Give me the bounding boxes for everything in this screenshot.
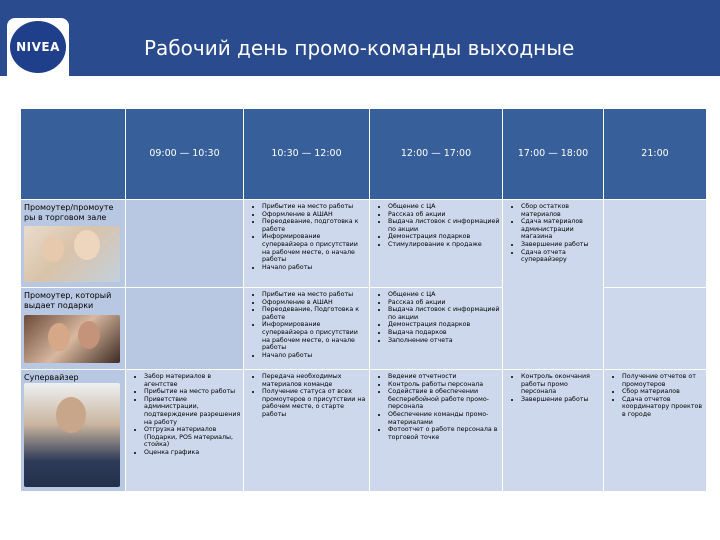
list-item: • Забор материалов в агентстве [144, 373, 241, 388]
cell-super-c2 [244, 370, 370, 492]
gifts-c2-list [244, 288, 369, 362]
row-label-gifts: Промоутер, который выдает подарки [21, 288, 126, 370]
list-item: • Информирование супервайзера о присутствии на рабочем месте, о начале работы [262, 321, 367, 351]
list-item: • Сбор материалов [622, 388, 704, 396]
promoter-photo [24, 226, 120, 282]
list-item: • Прибытие на место работы [144, 388, 241, 396]
cell-super-c4 [503, 370, 604, 492]
list-item: • Общение с ЦА [388, 203, 500, 211]
list-item: • Фотоотчет о работе персонала в торговой точке [388, 426, 500, 441]
list-item: • Завершение работы [521, 241, 601, 249]
cell-gifts-c1 [126, 288, 244, 370]
cell-super-c5 [604, 370, 707, 492]
nivea-logo-circle: NIVEA [10, 21, 66, 73]
gifts-c3-list [370, 288, 502, 347]
list-item: • Контроль работы персонала [388, 381, 500, 389]
cell-gifts-c5 [604, 288, 707, 370]
cell-promo-c3 [370, 200, 503, 288]
header-cell-time-2: 10:30 — 12:00 [244, 109, 370, 200]
list-item: • Сбор остатков материалов [521, 203, 601, 218]
list-item: • Содействие в обеспечении бесперебойной работе промо-персонала [388, 388, 500, 411]
list-item: • Сдача материалов администрации магазина [521, 218, 601, 241]
cell-super-c3 [370, 370, 503, 492]
super-c5-list [604, 370, 706, 422]
list-item: • Заполнение отчета [388, 337, 500, 345]
list-item: • Завершение работы [521, 396, 601, 404]
list-item: • Начало работы [262, 352, 367, 360]
super-c2-list [244, 370, 369, 422]
list-item: • Переодевание, Подготовка к работе [262, 306, 367, 321]
list-item: • Отгрузка материалов (Подарки, POS материалы, стойка) [144, 426, 241, 449]
cell-gifts-c3 [370, 288, 503, 370]
super-c1-list [126, 370, 243, 460]
list-item: • Получение статуса от всех промоутеров о присутствии на рабочем месте, о старте работы [262, 388, 367, 418]
list-item: • Оценка графика [144, 449, 241, 457]
list-item: • Сдача отчета супервайзеру [521, 249, 601, 264]
header-cell-time-1: 09:00 — 10:30 [126, 109, 244, 200]
schedule-table [20, 108, 707, 492]
list-item: • Выдача подарков [388, 329, 500, 337]
supervisor-photo [24, 383, 120, 487]
list-item: • Выдача листовок с информацией по акции [388, 218, 500, 233]
list-item: • Рассказ об акции [388, 299, 500, 307]
super-c3-list [370, 370, 502, 444]
list-item: • Рассказ об акции [388, 211, 500, 219]
table-row-super [21, 370, 707, 492]
list-item: • Ведение отчетности [388, 373, 500, 381]
list-item: • Сдача отчетов координатору проектов в городе [622, 396, 704, 419]
list-item: • Обеспечение команды промо-материалами [388, 411, 500, 426]
cell-super-c1 [126, 370, 244, 492]
cell-promo-c2 [244, 200, 370, 288]
header-cell-empty [21, 109, 126, 200]
list-item: • Приветствие администрации, подтверждение разрешения на работу [144, 396, 241, 426]
header-cell-time-3: 12:00 — 17:00 [370, 109, 503, 200]
table-header-row [21, 109, 707, 200]
slide-title: Рабочий день промо-команды выходные [144, 36, 575, 60]
header-bar [0, 0, 720, 76]
row-label-promo: Промоутер/промоуте ры в торговом зале [21, 200, 126, 288]
list-item: • Информирование супервайзера о присутствии на рабочем месте, о начале работы [262, 233, 367, 263]
list-item: • Переодевание, подготовка к работе [262, 218, 367, 233]
cell-promo-c1 [126, 200, 244, 288]
row-label-super: Супервайзер [21, 370, 126, 492]
list-item: • Оформление в АШАН [262, 211, 367, 219]
list-item: • Демонстрация подарков [388, 233, 500, 241]
list-item: • Общение с ЦА [388, 291, 500, 299]
list-item: • Прибытие на место работы [262, 291, 367, 299]
header-cell-time-5: 21:00 [604, 109, 707, 200]
cell-promo-c5 [604, 200, 707, 288]
promo-c2-list [244, 200, 369, 274]
list-item: • Выдача листовок с информацией по акции [388, 306, 500, 321]
list-item: • Прибытие на место работы [262, 203, 367, 211]
list-item: • Получение отчетов от промоутеров [622, 373, 704, 388]
table-row-promo [21, 200, 707, 288]
nivea-logo [7, 18, 69, 76]
list-item: • Стимулирование к продаже [388, 241, 500, 249]
list-item: • Оформление в АШАН [262, 299, 367, 307]
list-item: • Передача необходимых материалов команде [262, 373, 367, 388]
super-c4-list [503, 370, 603, 406]
merged-c4-list [503, 200, 603, 267]
gift-promoter-photo [24, 315, 120, 363]
cell-promo-gifts-c4 [503, 200, 604, 370]
header-cell-time-4: 17:00 — 18:00 [503, 109, 604, 200]
list-item: • Начало работы [262, 264, 367, 272]
promo-c3-list [370, 200, 502, 252]
list-item: • Контроль окончания работы промо персонала [521, 373, 601, 396]
table-row-gifts [21, 288, 707, 370]
list-item: • Демонстрация подарков [388, 321, 500, 329]
cell-gifts-c2 [244, 288, 370, 370]
